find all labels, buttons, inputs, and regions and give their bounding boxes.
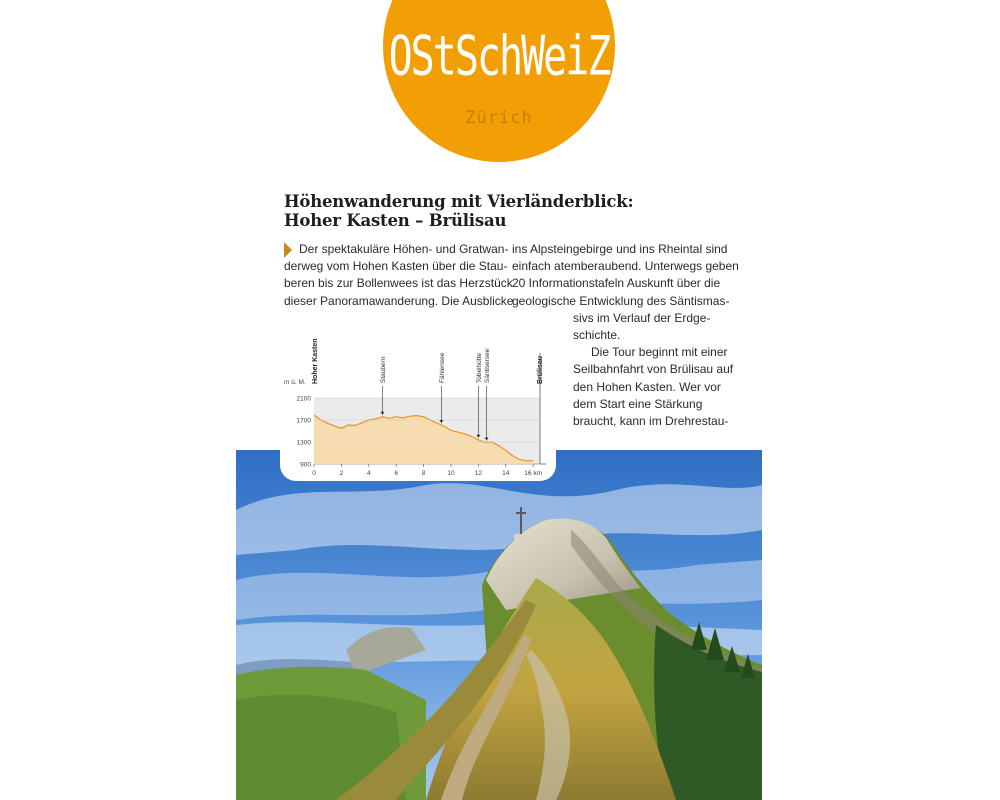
x-tick-label: 0	[312, 470, 316, 477]
y-tick-label: 900	[300, 461, 311, 469]
col2-line: Seilbahnfahrt von Brülisau auf	[573, 362, 734, 377]
x-tick-label: 16 km	[524, 470, 543, 477]
col2-line: den Hohen Kasten. Wer vor	[573, 379, 721, 394]
ostschweiz-logo	[383, 0, 615, 162]
y-tick-label: 1300	[296, 439, 311, 447]
x-tick-label: 6	[394, 470, 398, 477]
elevation-profile-chart	[280, 328, 556, 481]
y-axis-unit: m ü. M.	[284, 379, 306, 386]
col2-line: sivs im Verlauf der Erdge-	[573, 310, 711, 325]
col2-line: Die Tour beginnt mit einer	[591, 345, 728, 360]
paragraph-arrow-icon	[284, 242, 292, 258]
start-label: Hoher Kasten	[312, 338, 319, 384]
headline-line-1: Höhenwanderung mit Vierländerblick:	[284, 192, 634, 211]
col2-line: geologische Entwicklung des Säntismas-	[512, 293, 730, 308]
col2-line: ins Alpsteingebirge und ins Rheintal sind	[512, 242, 728, 256]
text-column-1	[299, 241, 508, 258]
x-tick-label: 8	[421, 470, 426, 477]
x-tick-label: 10	[447, 470, 455, 477]
col2-line: 20 Informationstafeln Auskunft über die	[512, 276, 721, 291]
mountain-ridge-photo	[236, 450, 762, 800]
x-tick-label: 12	[474, 470, 482, 477]
text-column-2-indented	[573, 310, 733, 430]
col2-line: einfach atemberaubend. Unterwegs geben	[512, 259, 739, 274]
col1-line: beren bis zur Bollenwees ist das Herzstück	[284, 276, 513, 291]
headline-line-2: Hoher Kasten – Brülisau	[284, 211, 507, 230]
waypoint-label: Säntisersee	[484, 348, 492, 383]
end-label: Brülisau	[537, 355, 544, 384]
article-headline	[284, 192, 754, 230]
x-tick-label: 2	[339, 470, 344, 477]
col2-line: braucht, kann im Drehrestau-	[573, 414, 729, 429]
col1-line: derweg vom Hohen Kasten über die Stau-	[284, 259, 508, 274]
col2-line: schichte.	[573, 328, 621, 342]
text-column-1-rest	[284, 258, 513, 310]
elevation-profile	[280, 328, 556, 481]
logo-wordmark: OStSchWeiZ	[388, 25, 610, 89]
waypoint-label: Fählensee	[438, 352, 446, 383]
col1-line: Der spektakuläre Höhen- und Gratwan-	[299, 242, 509, 256]
y-tick-label: 2100	[296, 395, 311, 403]
x-tick-label: 14	[502, 470, 510, 477]
mountain-ridge-illustration	[236, 450, 762, 800]
x-tick-label: 4	[366, 470, 371, 477]
col1-line: dieser Panoramawanderung. Die Ausblicke	[284, 293, 514, 308]
logo-subtitle: Zürich	[465, 108, 533, 128]
waypoint-label: Tobelhütte	[475, 353, 483, 383]
col2-line: dem Start eine Stärkung	[573, 396, 703, 411]
waypoint-label: Staubern	[379, 356, 387, 383]
text-column-2	[512, 241, 739, 310]
y-tick-label: 1700	[296, 417, 311, 425]
